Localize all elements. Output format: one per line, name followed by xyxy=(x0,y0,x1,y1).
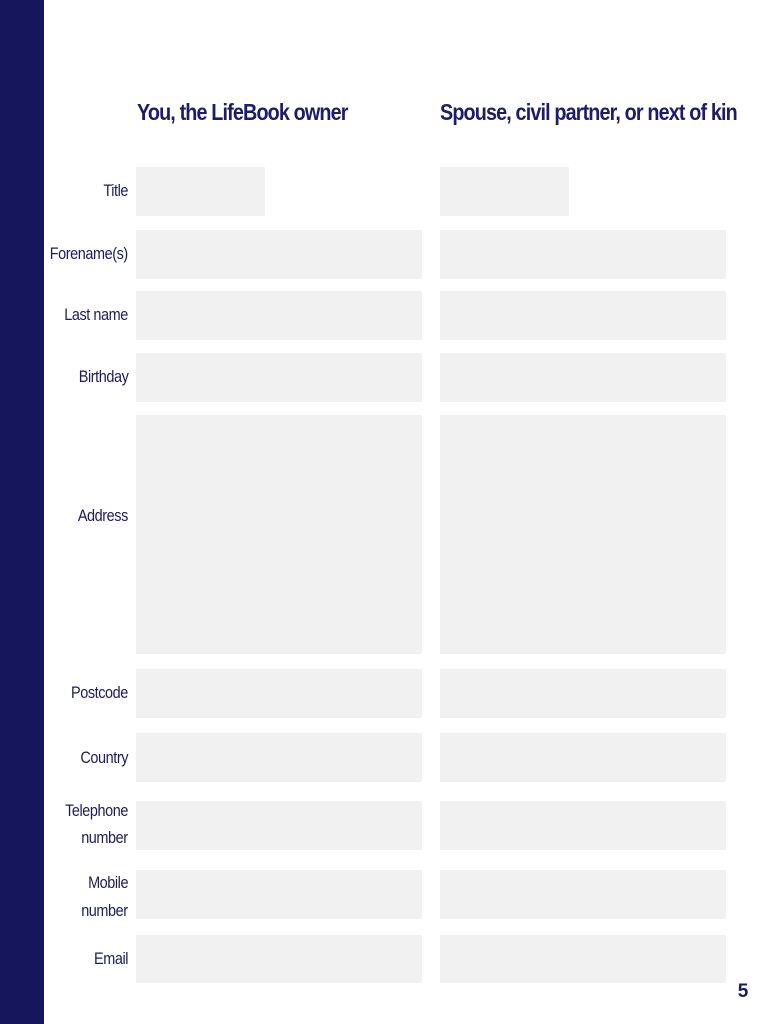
page-number: 5 xyxy=(737,981,749,1002)
title-label: Title xyxy=(103,181,128,200)
partner-address-field[interactable] xyxy=(440,415,726,654)
partner-last-name-field[interactable] xyxy=(440,291,726,340)
partner-postcode-field[interactable] xyxy=(440,669,726,718)
partner-mobile-field[interactable] xyxy=(440,870,726,919)
postcode-label: Postcode xyxy=(71,683,128,702)
country-label: Country xyxy=(80,748,128,767)
partner-title-field[interactable] xyxy=(440,167,569,216)
mobile-label-line2: number xyxy=(81,901,128,920)
partner-country-field[interactable] xyxy=(440,733,726,782)
owner-postcode-field[interactable] xyxy=(136,669,422,718)
owner-country-field[interactable] xyxy=(136,733,422,782)
forenames-label: Forename(s) xyxy=(49,244,128,263)
owner-birthday-field[interactable] xyxy=(136,353,422,402)
owner-last-name-field[interactable] xyxy=(136,291,422,340)
owner-forenames-field[interactable] xyxy=(136,230,422,279)
last-name-label: Last name xyxy=(64,305,128,324)
owner-telephone-field[interactable] xyxy=(136,801,422,850)
partner-telephone-field[interactable] xyxy=(440,801,726,850)
email-label: Email xyxy=(93,949,128,968)
telephone-label-line1: Telephone xyxy=(65,801,128,820)
partner-birthday-field[interactable] xyxy=(440,353,726,402)
left-sidebar xyxy=(0,0,44,1024)
mobile-label-line1: Mobile xyxy=(87,873,128,892)
partner-forenames-field[interactable] xyxy=(440,230,726,279)
birthday-label: Birthday xyxy=(78,367,128,386)
owner-mobile-field[interactable] xyxy=(136,870,422,919)
owner-column-heading: You, the LifeBook owner xyxy=(137,99,348,125)
owner-title-field[interactable] xyxy=(136,167,265,216)
address-label: Address xyxy=(77,506,128,525)
owner-address-field[interactable] xyxy=(136,415,422,654)
partner-email-field[interactable] xyxy=(440,935,726,983)
partner-column-heading: Spouse, civil partner, or next of kin xyxy=(440,99,737,125)
telephone-label-line2: number xyxy=(81,828,128,847)
owner-email-field[interactable] xyxy=(136,935,422,983)
